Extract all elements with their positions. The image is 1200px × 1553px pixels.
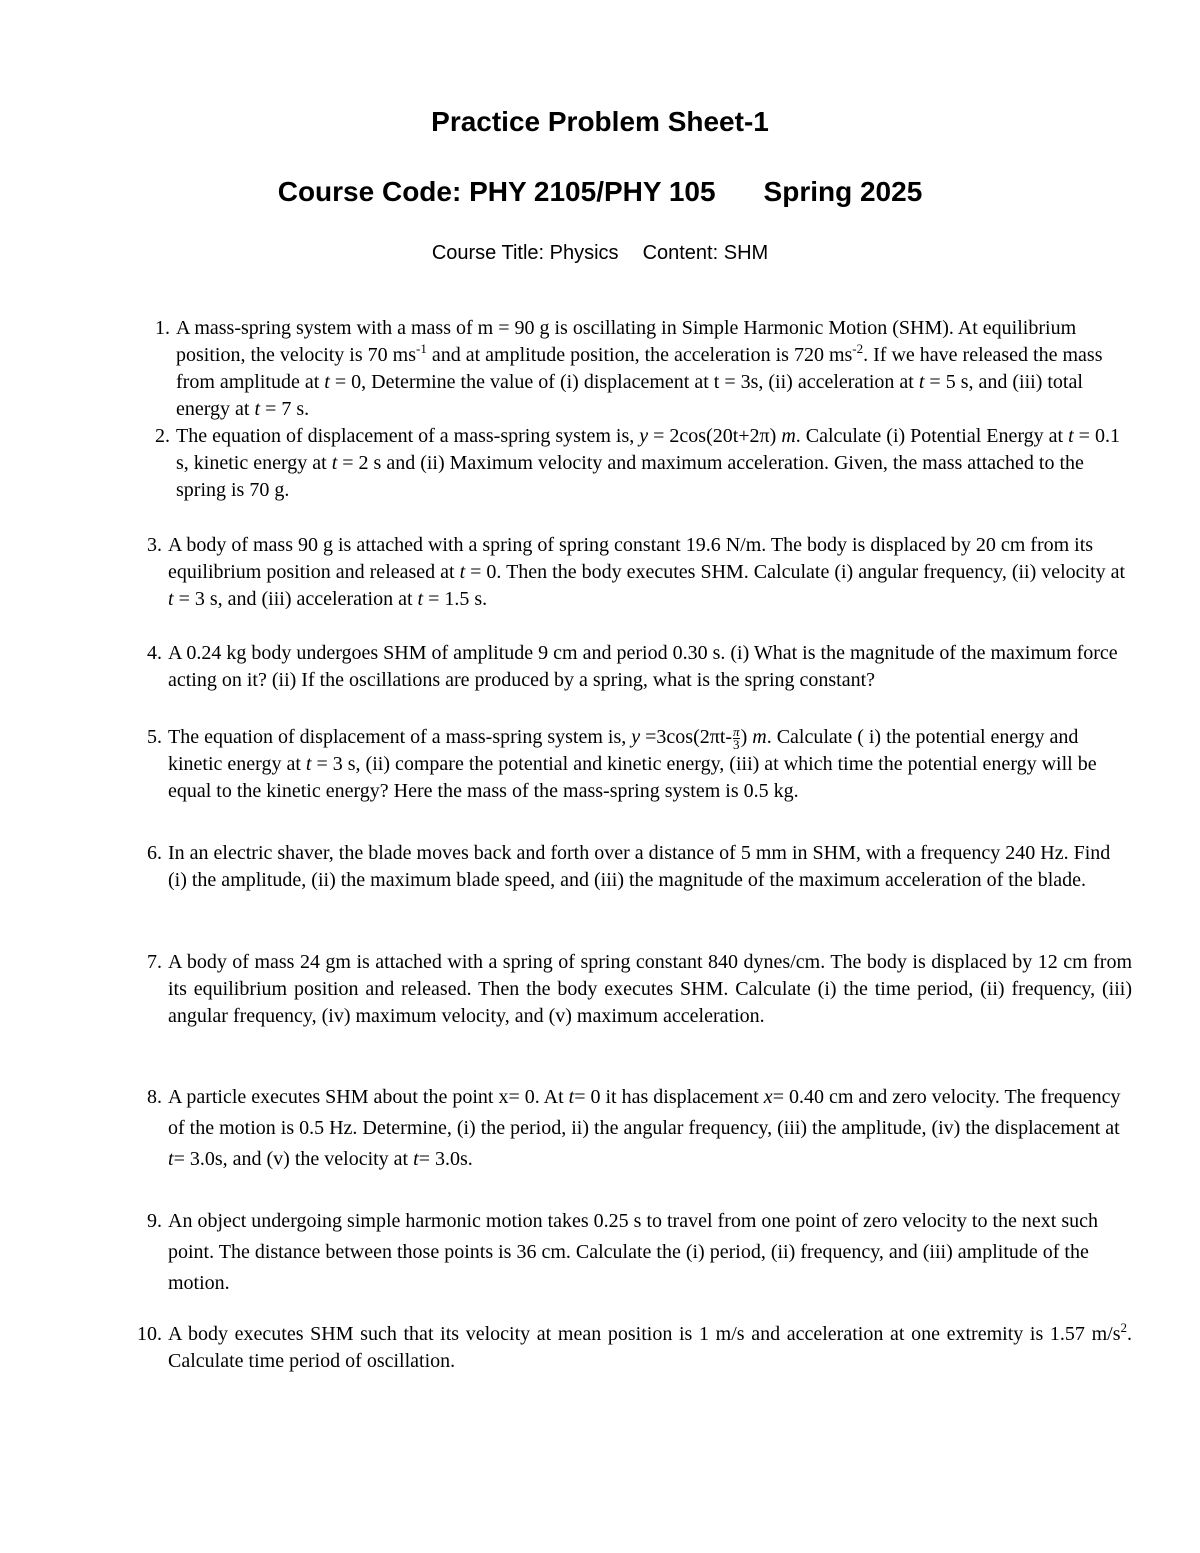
variable: y xyxy=(639,425,649,447)
question-text: = 5 s, and (iii) total energy at xyxy=(176,371,1083,420)
superscript: -2 xyxy=(852,341,864,356)
question-4 xyxy=(147,640,1132,694)
question-text: = 1.5 s. xyxy=(423,588,488,610)
variable: t xyxy=(331,452,338,474)
question-text: A mass-spring system with a mass of m = 90 g is oscillating in Simple Harmonic Motion (SHM). At equilibrium position, the velocity is 70 ms xyxy=(176,317,1077,366)
question-1 xyxy=(155,315,1132,423)
question-text: A particle executes SHM about the point x= 0. At xyxy=(168,1086,569,1108)
question-text: = 3 s, and (iii) acceleration at xyxy=(173,588,418,610)
question-text: . Calculate ( i) the potential energy and kinetic energy at xyxy=(168,726,1079,775)
question-text: = 2 s and (ii) Maximum velocity and maximum acceleration. Given, the mass attached to the spring is 70 g. xyxy=(176,452,1084,501)
sheet-title: Practice Problem Sheet-1 xyxy=(431,106,769,137)
question-text: = 0 it has displacement xyxy=(574,1086,764,1108)
fraction-denominator: 3 xyxy=(733,736,740,752)
question-text: In an electric shaver, the blade moves back and forth over a distance of 5 mm in SHM, with a frequency 240 Hz. Find (i) the amplitude, (ii) the maximum blade speed, and (iii) the magnitude of the maximum acceleration of the blade. xyxy=(168,842,1111,891)
question-text: A body of mass 90 g is attached with a spring of spring constant 19.6 N/m. The body is displaced by 20 cm from its equilibrium position and released at xyxy=(168,534,1094,583)
variable: y xyxy=(631,726,641,748)
question-number: 3. xyxy=(147,534,162,556)
variable: t xyxy=(1068,425,1074,447)
question-text: = 3.0s. xyxy=(418,1148,473,1170)
question-text: . Calculate (i) Potential Energy at xyxy=(795,425,1069,447)
question-6 xyxy=(147,840,1132,894)
question-text: A 0.24 kg body undergoes SHM of amplitude 9 cm and period 0.30 s. (i) What is the magnitude of the maximum force acting on it? (ii) If the oscillations are produced by a spring, what is the spring constant? xyxy=(168,642,1118,691)
variable: t xyxy=(305,753,312,775)
question-text: = 0.1 s, kinetic energy at xyxy=(176,425,1120,474)
question-text: = 0, Determine the value of (i) displacement at t = 3s, (ii) acceleration at xyxy=(329,371,919,393)
question-3 xyxy=(147,532,1132,613)
variable: t xyxy=(568,1086,575,1108)
question-text: = 3.0s, and (v) the velocity at xyxy=(173,1148,414,1170)
question-number: 5. xyxy=(147,726,162,748)
question-number: 4. xyxy=(147,642,162,664)
question-number: 7. xyxy=(147,951,162,973)
question-number: 6. xyxy=(147,842,162,864)
question-number: 9. xyxy=(147,1210,162,1232)
question-text: = 0. Then the body executes SHM. Calculate (i) angular frequency, (ii) velocity at xyxy=(465,561,1126,583)
superscript: 2 xyxy=(1120,1320,1127,1335)
question-text: and at amplitude position, the acceleration is 720 ms xyxy=(426,344,853,366)
question-9 xyxy=(147,1206,1132,1299)
question-number: 1. xyxy=(155,317,170,339)
question-text: The equation of displacement of a mass-spring system is, xyxy=(168,726,632,748)
fraction-numerator: π xyxy=(733,723,740,739)
variable: x xyxy=(763,1086,773,1108)
variable: t xyxy=(459,561,466,583)
question-8 xyxy=(147,1082,1132,1175)
superscript: -1 xyxy=(416,341,427,356)
course-title: Course Title: Physics xyxy=(431,242,619,264)
question-2 xyxy=(155,423,1132,504)
course-content: Content: SHM xyxy=(642,242,769,264)
course-code: Course Code: PHY 2105/PHY 105 xyxy=(277,176,716,207)
question-text: = 0.40 cm and zero velocity. The frequency of the motion is 0.5 Hz. Determine, (i) the period, ii) the angular frequency, (iii) the amplitude, (iv) the displacement at xyxy=(168,1086,1121,1139)
question-number: 2. xyxy=(155,425,170,447)
question-text: A body of mass 24 gm is attached with a spring of spring constant 840 dynes/cm. The body is displaced by 12 cm from its equilibrium position and released. Then the body executes SHM. Calculate (i) the time period, (ii) frequency, (iii) angular frequency, (iv) maximum velocity, and (v) maximum acceleration. xyxy=(168,951,1132,1027)
variable: t xyxy=(413,1148,419,1170)
question-text: = 7 s. xyxy=(260,398,310,420)
question-text: = 3 s, (ii) compare the potential and kinetic energy, (iii) at which time the potential energy will be equal to the kinetic energy? Here the mass of the mass-spring system is 0.5 kg. xyxy=(168,753,1097,802)
variable: t xyxy=(168,1148,174,1170)
question-5 xyxy=(147,723,1132,805)
variable: m xyxy=(781,425,796,447)
variable: t xyxy=(417,588,424,610)
question-text: ) xyxy=(740,726,753,748)
variable: t xyxy=(324,371,330,393)
question-text: A body executes SHM such that its velocity at mean position is 1 m/s and acceleration at one extremity is 1.57 m/s xyxy=(168,1323,1121,1345)
fraction xyxy=(733,723,740,752)
variable: t xyxy=(918,371,925,393)
question-text: =3cos(2πt- xyxy=(640,726,733,748)
question-text: . Calculate time period of oscillation. xyxy=(168,1323,1132,1372)
question-10 xyxy=(137,1320,1132,1375)
question-number: 8. xyxy=(147,1086,162,1108)
course-code-line xyxy=(0,174,1200,210)
variable: t xyxy=(254,398,261,420)
course-info-line xyxy=(0,240,1200,266)
variable: m xyxy=(752,726,767,748)
semester: Spring 2025 xyxy=(763,176,923,207)
question-7 xyxy=(147,949,1132,1030)
question-text: = 2cos(20t+2π) xyxy=(648,425,782,447)
question-text: The equation of displacement of a mass-spring system is, xyxy=(176,425,640,447)
question-text: . If we have released the mass from amplitude at xyxy=(176,344,1103,393)
question-number: 10. xyxy=(137,1323,162,1345)
question-text: An object undergoing simple harmonic motion takes 0.25 s to travel from one point of zero velocity to the next such point. The distance between those points is 36 cm. Calculate the (i) period, (ii) frequency, and (iii) amplitude of the motion. xyxy=(168,1210,1098,1294)
variable: t xyxy=(168,588,174,610)
